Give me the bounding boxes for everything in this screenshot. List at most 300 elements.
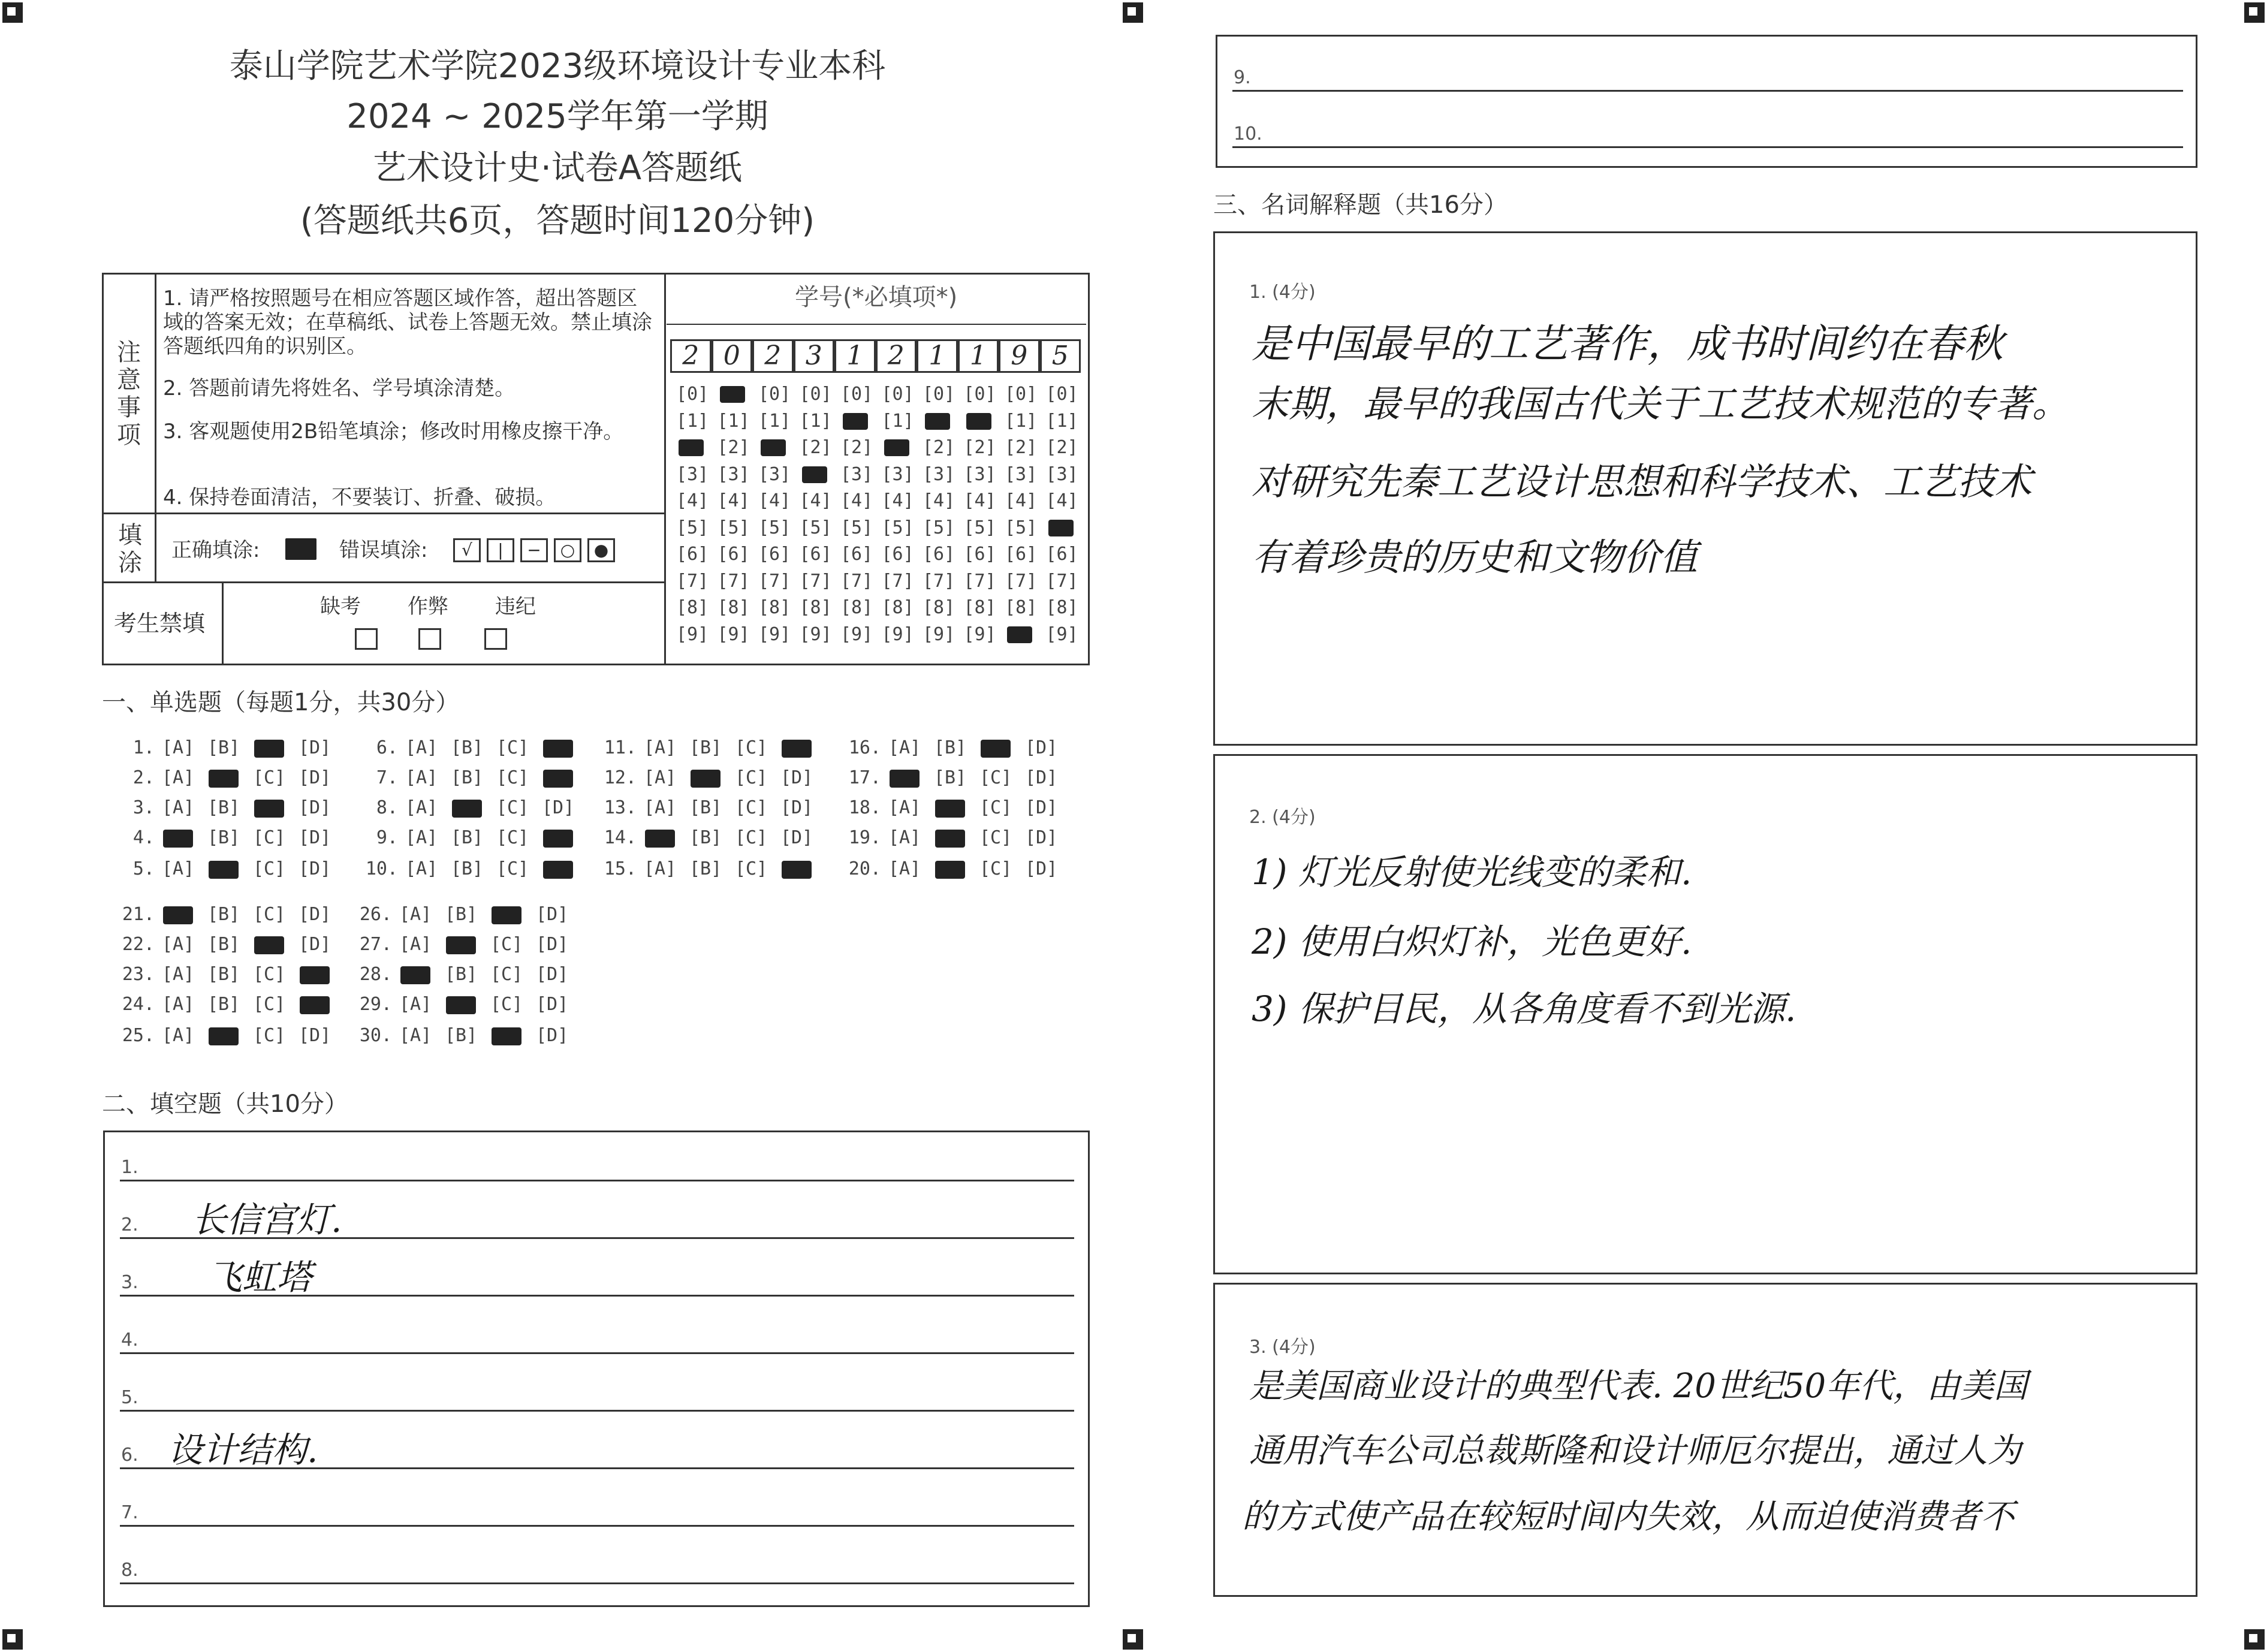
answer-bubble-filled[interactable] — [782, 740, 812, 758]
student-id-bubble[interactable]: [2] — [963, 437, 996, 458]
corner-marker — [2, 1629, 23, 1650]
student-id-bubble[interactable]: [2] — [923, 437, 955, 458]
student-id-bubble-filled[interactable] — [884, 439, 909, 456]
answer-bubble[interactable]: [C] — [253, 994, 286, 1015]
answer-bubble-filled[interactable] — [543, 740, 573, 758]
student-id-bubble-filled[interactable] — [679, 439, 704, 456]
student-id-bubble[interactable]: [4] — [1045, 490, 1078, 511]
student-id-bubble[interactable]: [7] — [840, 570, 873, 592]
student-id-bubble[interactable]: [0] — [676, 384, 709, 405]
student-id-bubble[interactable]: [9] — [799, 623, 832, 645]
student-id-bubble[interactable]: [0] — [881, 384, 914, 405]
blank-answer[interactable]: 飞虹塔 — [207, 1257, 312, 1298]
student-id-bubble[interactable]: [7] — [799, 570, 832, 592]
answer-bubble[interactable]: [D] — [780, 767, 813, 788]
blank-number: 4. — [121, 1330, 138, 1350]
question-number: 18. — [848, 797, 881, 818]
student-id-bubble[interactable]: [1] — [1045, 410, 1078, 432]
student-id-bubble[interactable]: [8] — [840, 597, 873, 618]
student-id-bubble[interactable]: [3] — [758, 463, 791, 485]
answer-bubble[interactable]: [B] — [451, 767, 484, 788]
answer-bubble[interactable]: [B] — [451, 737, 484, 758]
answer-bubble[interactable]: [C] — [979, 767, 1012, 788]
student-id-bubble-filled[interactable] — [966, 413, 991, 430]
student-id-bubble[interactable]: [6] — [840, 544, 873, 565]
answer-bubble[interactable]: [C] — [979, 797, 1012, 818]
answer-line — [120, 1582, 1074, 1584]
student-id-bubble[interactable]: [6] — [1005, 544, 1038, 565]
blank-number: 5. — [121, 1387, 138, 1408]
answer-bubble[interactable]: [D] — [536, 964, 569, 985]
answer-bubble[interactable]: [A] — [405, 767, 438, 788]
term-answer-1-line1: 是中国最早的工艺著作，成书时间约在春秋 — [1252, 321, 2003, 367]
student-id-bubble[interactable]: [7] — [758, 570, 791, 592]
answer-bubble-filled[interactable] — [543, 770, 573, 788]
answer-bubble[interactable]: [A] — [644, 767, 677, 788]
answer-bubble[interactable]: [B] — [207, 737, 240, 758]
student-id-bubble[interactable]: [9] — [923, 623, 955, 645]
answer-bubble[interactable]: [D] — [1025, 827, 1058, 848]
answer-bubble[interactable]: [C] — [496, 737, 529, 758]
student-id-bubble[interactable]: [5] — [758, 517, 791, 538]
student-id-bubble-filled[interactable] — [1007, 626, 1032, 643]
student-id-bubble[interactable]: [7] — [881, 570, 914, 592]
answer-bubble[interactable]: [C] — [253, 858, 286, 879]
question-number: 25. — [122, 1025, 155, 1046]
student-id-bubble[interactable]: [8] — [881, 597, 914, 618]
answer-bubble[interactable]: [A] — [405, 737, 438, 758]
answer-bubble[interactable]: [D] — [1025, 737, 1058, 758]
answer-bubble-filled[interactable] — [209, 861, 239, 879]
student-id-digit-box[interactable]: 2 — [752, 339, 794, 373]
student-id-bubble[interactable]: [6] — [799, 544, 832, 565]
answer-bubble[interactable]: [D] — [299, 767, 331, 788]
student-id-bubble[interactable]: [9] — [840, 623, 873, 645]
answer-bubble[interactable]: [B] — [934, 737, 967, 758]
blank-answer[interactable]: 设计结构. — [168, 1430, 318, 1470]
answer-bubble[interactable]: [C] — [735, 858, 768, 879]
student-id-bubble[interactable]: [3] — [923, 463, 955, 485]
answer-bubble[interactable]: [C] — [490, 964, 523, 985]
student-id-bubble[interactable]: [9] — [1045, 623, 1078, 645]
answer-bubble[interactable]: [B] — [689, 827, 722, 848]
student-id-bubble[interactable]: [8] — [717, 597, 750, 618]
student-id-bubble[interactable]: [2] — [799, 437, 832, 458]
student-id-bubble[interactable]: [6] — [963, 544, 996, 565]
student-id-bubble[interactable]: [7] — [923, 570, 955, 592]
student-id-digit-box[interactable]: 3 — [794, 339, 835, 373]
student-id-bubble-filled[interactable] — [925, 413, 950, 430]
answer-bubble-filled[interactable] — [209, 1027, 239, 1045]
question-number: 12. — [604, 767, 637, 788]
student-id-bubble[interactable]: [7] — [1045, 570, 1078, 592]
answer-bubble[interactable]: [C] — [490, 934, 523, 955]
answer-bubble[interactable]: [C] — [253, 767, 286, 788]
question-number: 22. — [122, 934, 155, 955]
answer-line — [1232, 90, 2183, 92]
answer-bubble[interactable]: [D] — [780, 827, 813, 848]
answer-bubble[interactable]: [C] — [496, 827, 529, 848]
student-id-bubble[interactable]: [3] — [676, 463, 709, 485]
student-id-bubble[interactable]: [0] — [799, 384, 832, 405]
answer-bubble-filled[interactable] — [782, 861, 812, 879]
student-id-bubble[interactable]: [1] — [758, 410, 791, 432]
answer-bubble-filled[interactable] — [492, 1027, 521, 1045]
answer-bubble[interactable]: [D] — [299, 858, 331, 879]
student-id-bubble[interactable]: [9] — [717, 623, 750, 645]
student-id-bubble[interactable]: [7] — [963, 570, 996, 592]
question-number: 3. — [132, 797, 155, 818]
answer-bubble[interactable]: [A] — [162, 737, 195, 758]
answer-bubble-filled[interactable] — [446, 936, 476, 954]
answer-bubble[interactable]: [B] — [207, 994, 240, 1015]
answer-bubble[interactable]: [C] — [496, 767, 529, 788]
answer-bubble[interactable]: [A] — [162, 1025, 195, 1046]
wrong-fill-sample: √ — [453, 538, 481, 562]
blank-number: 1. — [121, 1157, 138, 1178]
question-number: 5. — [132, 858, 155, 879]
answer-bubble-filled[interactable] — [645, 830, 675, 848]
student-id-bubble[interactable]: [2] — [1005, 437, 1038, 458]
student-id-bubble[interactable]: [6] — [881, 544, 914, 565]
answer-bubble-filled[interactable] — [254, 936, 284, 954]
student-id-bubble[interactable]: [3] — [1005, 463, 1038, 485]
answer-bubble-filled[interactable] — [543, 861, 573, 879]
answer-bubble[interactable]: [C] — [253, 827, 286, 848]
student-id-bubble-filled[interactable] — [720, 386, 745, 403]
student-id-bubble[interactable]: [8] — [1045, 597, 1078, 618]
student-id-bubble[interactable]: [7] — [717, 570, 750, 592]
term-answer-2-line2: 2) 使用白炽灯补，光色更好. — [1252, 921, 1692, 962]
answer-bubble[interactable]: [B] — [451, 827, 484, 848]
answer-bubble[interactable]: [B] — [445, 1025, 478, 1046]
answer-bubble[interactable]: [D] — [299, 1025, 331, 1046]
answer-bubble[interactable]: [B] — [689, 737, 722, 758]
student-id-bubble[interactable]: [4] — [923, 490, 955, 511]
answer-bubble[interactable]: [C] — [496, 797, 529, 818]
answer-bubble-filled[interactable] — [890, 770, 920, 788]
answer-bubble[interactable]: [C] — [253, 964, 286, 985]
answer-bubble-filled[interactable] — [935, 830, 965, 848]
answer-bubble[interactable]: [D] — [299, 934, 331, 955]
answer-bubble[interactable]: [B] — [689, 858, 722, 879]
question-number: 14. — [604, 827, 637, 848]
answer-line — [120, 1525, 1074, 1527]
answer-bubble[interactable]: [C] — [253, 1025, 286, 1046]
answer-bubble-filled[interactable] — [300, 966, 330, 984]
answer-bubble-filled[interactable] — [400, 966, 430, 984]
answer-bubble[interactable]: [B] — [934, 767, 967, 788]
student-id-bubble[interactable]: [8] — [1005, 597, 1038, 618]
term-answer-2-line3: 3) 保护目民，从各角度看不到光源. — [1252, 988, 1796, 1029]
answer-bubble[interactable]: [A] — [405, 858, 438, 879]
term-answer-1-line2: 末期，最早的我国古代关于工艺技术规范的专著。 — [1252, 382, 2070, 426]
student-id-bubble[interactable]: [7] — [676, 570, 709, 592]
answer-bubble[interactable]: [D] — [542, 797, 575, 818]
student-id-bubble[interactable]: [4] — [676, 490, 709, 511]
answer-bubble-filled[interactable] — [163, 830, 193, 848]
question-number: 23. — [122, 964, 155, 985]
answer-bubble[interactable]: [D] — [536, 904, 569, 925]
answer-bubble[interactable]: [C] — [490, 994, 523, 1015]
answer-bubble[interactable]: [A] — [162, 767, 195, 788]
student-id-bubble[interactable]: [2] — [717, 437, 750, 458]
answer-bubble[interactable]: [B] — [207, 904, 240, 925]
exam-title-line2: 2024 ~ 2025学年第一学期 — [346, 97, 768, 136]
answer-bubble[interactable]: [C] — [735, 737, 768, 758]
student-id-digit-box[interactable]: 0 — [712, 339, 753, 373]
student-id-bubble[interactable]: [1] — [799, 410, 832, 432]
correct-fill-label: 正确填涂: — [171, 538, 260, 562]
student-id-bubble[interactable]: [6] — [758, 544, 791, 565]
student-id-bubble[interactable]: [4] — [717, 490, 750, 511]
answer-bubble[interactable]: [C] — [735, 827, 768, 848]
answer-bubble[interactable]: [A] — [644, 737, 677, 758]
answer-line — [120, 1352, 1074, 1354]
notice-item-4: 4. 保持卷面清洁，不要装订、折叠、破损。 — [163, 486, 556, 510]
answer-bubble[interactable]: [A] — [405, 797, 438, 818]
student-id-bubble[interactable]: [9] — [881, 623, 914, 645]
student-id-bubble[interactable]: [9] — [676, 623, 709, 645]
forbidden-label: 考生禁填 — [114, 610, 206, 637]
answer-bubble[interactable]: [C] — [979, 827, 1012, 848]
student-id-bubble[interactable]: [3] — [717, 463, 750, 485]
answer-line — [120, 1410, 1074, 1412]
answer-bubble[interactable]: [B] — [445, 964, 478, 985]
student-id-bubble[interactable]: [5] — [717, 517, 750, 538]
student-id-bubble[interactable]: [0] — [1005, 384, 1038, 405]
answer-bubble[interactable]: [A] — [399, 1025, 432, 1046]
answer-bubble[interactable]: [A] — [399, 934, 432, 955]
student-id-bubble[interactable]: [4] — [963, 490, 996, 511]
answer-bubble-filled[interactable] — [935, 861, 965, 879]
student-id-bubble[interactable]: [5] — [676, 517, 709, 538]
answer-bubble[interactable]: [B] — [689, 797, 722, 818]
question-number: 20. — [848, 858, 881, 879]
question-number: 17. — [848, 767, 881, 788]
student-id-bubble[interactable]: [8] — [676, 597, 709, 618]
answer-bubble[interactable]: [A] — [888, 797, 921, 818]
wrong-fill-label: 错误填涂: — [339, 538, 428, 562]
fill-example-label — [109, 521, 151, 577]
answer-bubble[interactable]: [A] — [162, 934, 195, 955]
student-id-bubble[interactable]: [5] — [881, 517, 914, 538]
answer-bubble-filled[interactable] — [300, 996, 330, 1014]
student-id-digit-box[interactable]: 1 — [958, 339, 999, 373]
answer-bubble[interactable]: [A] — [888, 827, 921, 848]
student-id-bubble[interactable]: [0] — [1045, 384, 1078, 405]
student-id-bubble[interactable]: [3] — [840, 463, 873, 485]
student-id-digit-box[interactable]: 9 — [999, 339, 1040, 373]
answer-bubble[interactable]: [A] — [162, 797, 195, 818]
student-id-bubble[interactable]: [8] — [799, 597, 832, 618]
answer-bubble[interactable]: [D] — [536, 1025, 569, 1046]
blank-number: 8. — [121, 1560, 138, 1581]
term-answer-3-line3: 的方式使产品在较短时间内失效，从而迫使消费者不 — [1242, 1497, 2014, 1536]
blank-number: 7. — [121, 1502, 138, 1523]
answer-bubble[interactable]: [B] — [451, 858, 484, 879]
notice-label-text: 注意事项 — [117, 339, 141, 449]
student-id-bubble[interactable]: [5] — [840, 517, 873, 538]
student-id-bubble[interactable]: [9] — [963, 623, 996, 645]
answer-bubble[interactable]: [D] — [1025, 767, 1058, 788]
notice-item-3: 3. 客观题使用2B铅笔填涂；修改时用橡皮擦干净。 — [163, 420, 624, 444]
forbidden-option-violation: 违纪 — [495, 595, 536, 619]
student-id-bubble[interactable]: [4] — [881, 490, 914, 511]
student-id-bubble[interactable]: [6] — [1045, 544, 1078, 565]
question-number: 4. — [132, 827, 155, 848]
answer-bubble[interactable]: [A] — [399, 994, 432, 1015]
answer-bubble[interactable]: [D] — [299, 797, 331, 818]
answer-bubble-filled[interactable] — [981, 740, 1011, 758]
answer-bubble[interactable]: [D] — [780, 797, 813, 818]
blank-number: 9. — [1234, 67, 1251, 88]
student-id-bubble[interactable]: [2] — [840, 437, 873, 458]
term-label-2: 2. (4分) — [1249, 807, 1316, 828]
section3-title: 三、名词解释题（共16分） — [1213, 191, 1508, 219]
answer-bubble[interactable]: [C] — [253, 904, 286, 925]
answer-bubble[interactable]: [D] — [299, 737, 331, 758]
question-number: 15. — [604, 858, 637, 879]
question-number: 30. — [359, 1025, 392, 1046]
student-id-bubble[interactable]: [1] — [676, 410, 709, 432]
blank-number: 3. — [121, 1272, 138, 1293]
answer-bubble[interactable]: [D] — [1025, 797, 1058, 818]
student-id-digit-box[interactable]: 1 — [834, 339, 876, 373]
answer-bubble[interactable]: [A] — [644, 797, 677, 818]
question-number: 11. — [604, 737, 637, 758]
student-id-bubble[interactable]: [0] — [963, 384, 996, 405]
student-id-bubble-filled[interactable] — [802, 466, 827, 483]
student-id-bubble-filled[interactable] — [1048, 520, 1074, 536]
student-id-bubble[interactable]: [4] — [1005, 490, 1038, 511]
answer-bubble-filled[interactable] — [254, 740, 284, 758]
violation-checkbox[interactable] — [484, 628, 507, 650]
student-id-bubble-filled[interactable] — [843, 413, 868, 430]
answer-bubble[interactable]: [C] — [735, 767, 768, 788]
notice-item-1: 1. 请严格按照题号在相应答题区域作答，超出答题区域的答案无效；在草稿纸、试卷上答题无效。禁止填涂答题纸四角的识别区。 — [163, 287, 652, 358]
answer-bubble-filled[interactable] — [543, 830, 573, 848]
blank-answer[interactable]: 长信宫灯. — [192, 1199, 342, 1240]
term-answer-1-line3: 对研究先秦工艺设计思想和科学技术、工艺技术 — [1252, 460, 2033, 504]
answer-bubble[interactable]: [D] — [536, 994, 569, 1015]
question-number: 29. — [359, 994, 392, 1015]
answer-bubble-filled[interactable] — [691, 770, 721, 788]
answer-bubble[interactable]: [B] — [207, 964, 240, 985]
student-id-bubble[interactable]: [9] — [758, 623, 791, 645]
answer-bubble[interactable]: [A] — [888, 858, 921, 879]
student-id-bubble[interactable]: [6] — [923, 544, 955, 565]
student-id-bubble[interactable]: [6] — [676, 544, 709, 565]
question-number: 19. — [848, 827, 881, 848]
answer-bubble[interactable]: [A] — [888, 737, 921, 758]
notice-item-2: 2. 答题前请先将姓名、学号填涂清楚。 — [163, 376, 515, 400]
student-id-bubble[interactable]: [7] — [1005, 570, 1038, 592]
blank-number: 6. — [121, 1445, 138, 1466]
answer-bubble[interactable]: [A] — [399, 904, 432, 925]
answer-bubble[interactable]: [D] — [299, 827, 331, 848]
student-id-bubble[interactable]: [0] — [923, 384, 955, 405]
term-answer-3-line2: 通用汽车公司总裁斯隆和设计师厄尔提出，通过人为 — [1249, 1431, 2021, 1470]
corner-marker — [2244, 1629, 2265, 1650]
wrong-fill-sample: − — [520, 538, 548, 562]
answer-bubble[interactable]: [C] — [735, 797, 768, 818]
student-id-bubble[interactable]: [1] — [881, 410, 914, 432]
answer-bubble-filled[interactable] — [163, 906, 193, 924]
fill-example-label-text: 填涂 — [118, 521, 142, 577]
student-id-bubble[interactable]: [2] — [1045, 437, 1078, 458]
student-id-bubble[interactable]: [4] — [799, 490, 832, 511]
answer-bubble[interactable]: [D] — [1025, 858, 1058, 879]
student-id-bubble[interactable]: [8] — [923, 597, 955, 618]
student-id-bubble[interactable]: [0] — [840, 384, 873, 405]
forbidden-option-absent: 缺考 — [320, 595, 361, 619]
student-id-digit-box[interactable]: 2 — [670, 339, 712, 373]
answer-bubble[interactable]: [B] — [207, 934, 240, 955]
answer-bubble[interactable]: [D] — [299, 904, 331, 925]
student-id-bubble[interactable]: [6] — [717, 544, 750, 565]
student-id-bubble[interactable]: [1] — [717, 410, 750, 432]
student-id-bubble[interactable]: [5] — [923, 517, 955, 538]
student-id-bubble[interactable]: [8] — [963, 597, 996, 618]
student-id-bubble-filled[interactable] — [761, 439, 786, 456]
answer-bubble-filled[interactable] — [935, 800, 965, 818]
answer-bubble[interactable]: [A] — [162, 964, 195, 985]
student-id-bubble[interactable]: [3] — [881, 463, 914, 485]
answer-bubble[interactable]: [D] — [536, 934, 569, 955]
answer-line — [1232, 146, 2183, 148]
question-number: 1. — [132, 737, 155, 758]
blank-number: 10. — [1234, 123, 1262, 144]
answer-bubble[interactable]: [A] — [644, 858, 677, 879]
answer-bubble-filled[interactable] — [492, 906, 521, 924]
answer-bubble[interactable]: [C] — [979, 858, 1012, 879]
answer-bubble[interactable]: [A] — [405, 827, 438, 848]
answer-bubble[interactable]: [B] — [207, 827, 240, 848]
student-id-bubble[interactable]: [5] — [963, 517, 996, 538]
student-id-digit-box[interactable]: 5 — [1040, 339, 1081, 373]
answer-bubble-filled[interactable] — [452, 800, 482, 818]
student-id-bubble[interactable]: [5] — [799, 517, 832, 538]
exam-title-line4: (答题纸共6页，答题时间120分钟) — [300, 201, 815, 240]
student-id-title: 学号(*必填项*) — [795, 284, 958, 311]
answer-bubble-filled[interactable] — [209, 770, 239, 788]
student-id-bubble[interactable]: [0] — [758, 384, 791, 405]
question-number: 21. — [122, 904, 155, 925]
answer-bubble[interactable]: [B] — [445, 904, 478, 925]
student-id-digit-box[interactable]: 2 — [876, 339, 917, 373]
student-id-bubble[interactable]: [4] — [758, 490, 791, 511]
student-id-bubble[interactable]: [3] — [963, 463, 996, 485]
student-id-digit-box[interactable]: 1 — [917, 339, 958, 373]
student-id-bubble[interactable]: [1] — [1005, 410, 1038, 432]
student-id-bubble[interactable]: [3] — [1045, 463, 1078, 485]
question-number: 7. — [376, 767, 398, 788]
answer-bubble[interactable]: [B] — [207, 797, 240, 818]
student-id-bubble[interactable]: [8] — [758, 597, 791, 618]
question-number: 13. — [604, 797, 637, 818]
answer-bubble-filled[interactable] — [446, 996, 476, 1014]
answer-bubble[interactable]: [A] — [162, 858, 195, 879]
answer-bubble[interactable]: [C] — [496, 858, 529, 879]
cheat-checkbox[interactable] — [418, 628, 441, 650]
student-id-bubble[interactable]: [4] — [840, 490, 873, 511]
answer-bubble-filled[interactable] — [254, 800, 284, 818]
question-number: 9. — [376, 827, 398, 848]
absent-checkbox[interactable] — [355, 628, 378, 650]
answer-bubble[interactable]: [A] — [162, 994, 195, 1015]
student-id-bubble[interactable]: [5] — [1005, 517, 1038, 538]
